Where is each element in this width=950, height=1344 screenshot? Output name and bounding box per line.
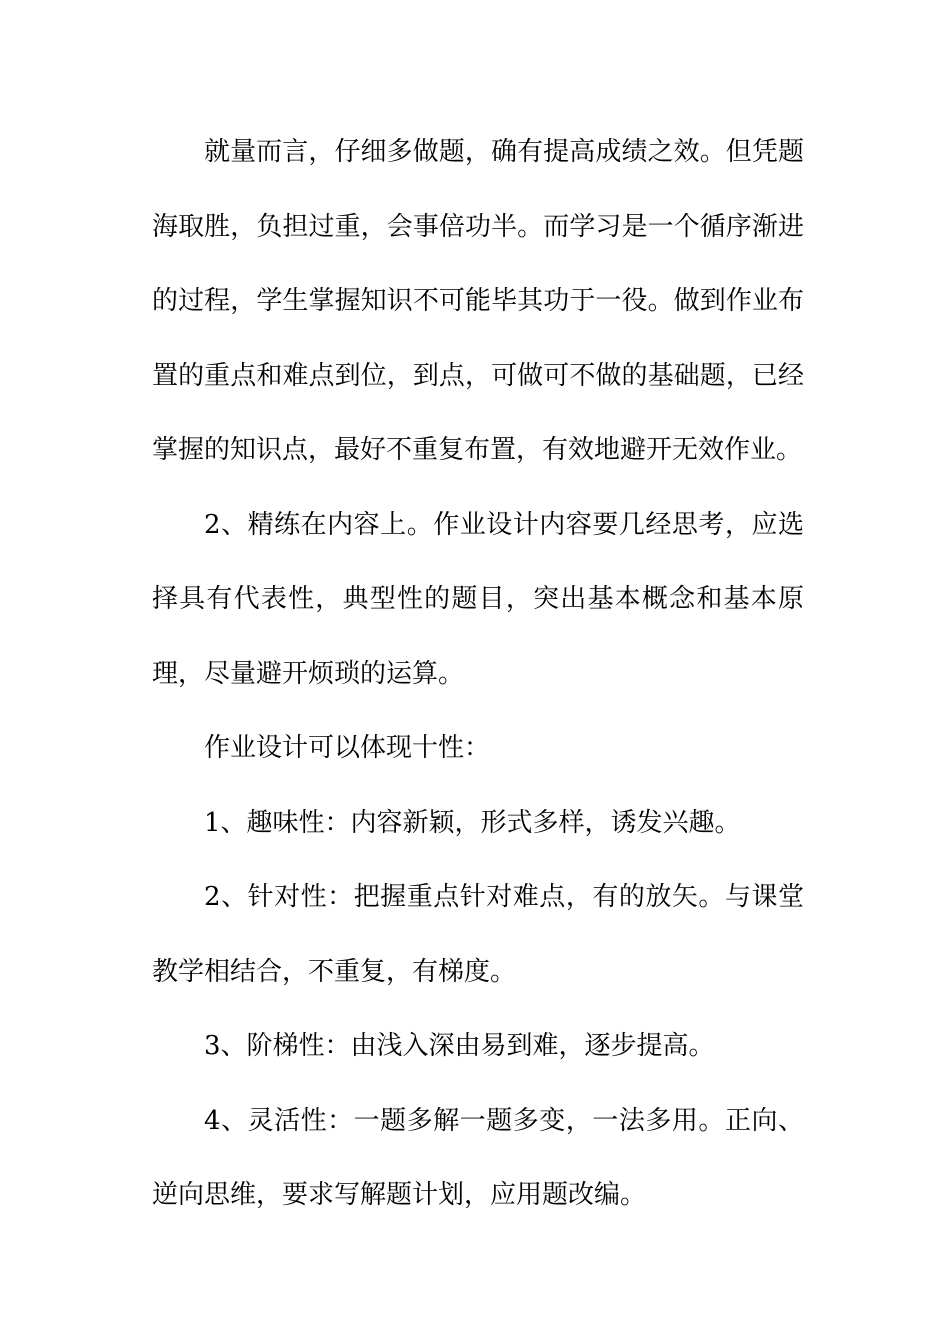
paragraph-feature-flexibility: 4、灵活性：一题多解一题多变，一法多用。正向、逆向思维，要求写解题计划，应用题改编。	[152, 1105, 804, 1210]
paragraph-feature-gradient: 3、阶梯性：由浅入深由易到难，逐步提高。	[204, 1031, 715, 1061]
paragraph-homework-quantity: 就量而言，仔细多做题，确有提高成绩之效。但凭题海取胜，负担过重，会事倍功半。而学习是一个循序渐进的过程，学生掌握知识不可能毕其功于一役。做到作业布置的重点和难点到位，到点，可做可不做的基础题，已经掌握的知识点，最好不重复布置，有效地避开无效作业。	[152, 137, 804, 465]
paragraph-feature-pertinence: 2、针对性：把握重点针对难点，有的放矢。与课堂教学相结合，不重复，有梯度。	[152, 882, 804, 987]
document-body	[152, 115, 804, 1233]
paragraph-feature-interest: 1、趣味性：内容新颖，形式多样，诱发兴趣。	[204, 807, 741, 838]
paragraph-ten-features-intro: 作业设计可以体现十性：	[204, 733, 491, 763]
paragraph-refined-content: 2、精练在内容上。作业设计内容要几经思考，应选择具有代表性，典型性的题目，突出基本概念和基本原理，尽量避开烦琐的运算。	[152, 509, 804, 689]
